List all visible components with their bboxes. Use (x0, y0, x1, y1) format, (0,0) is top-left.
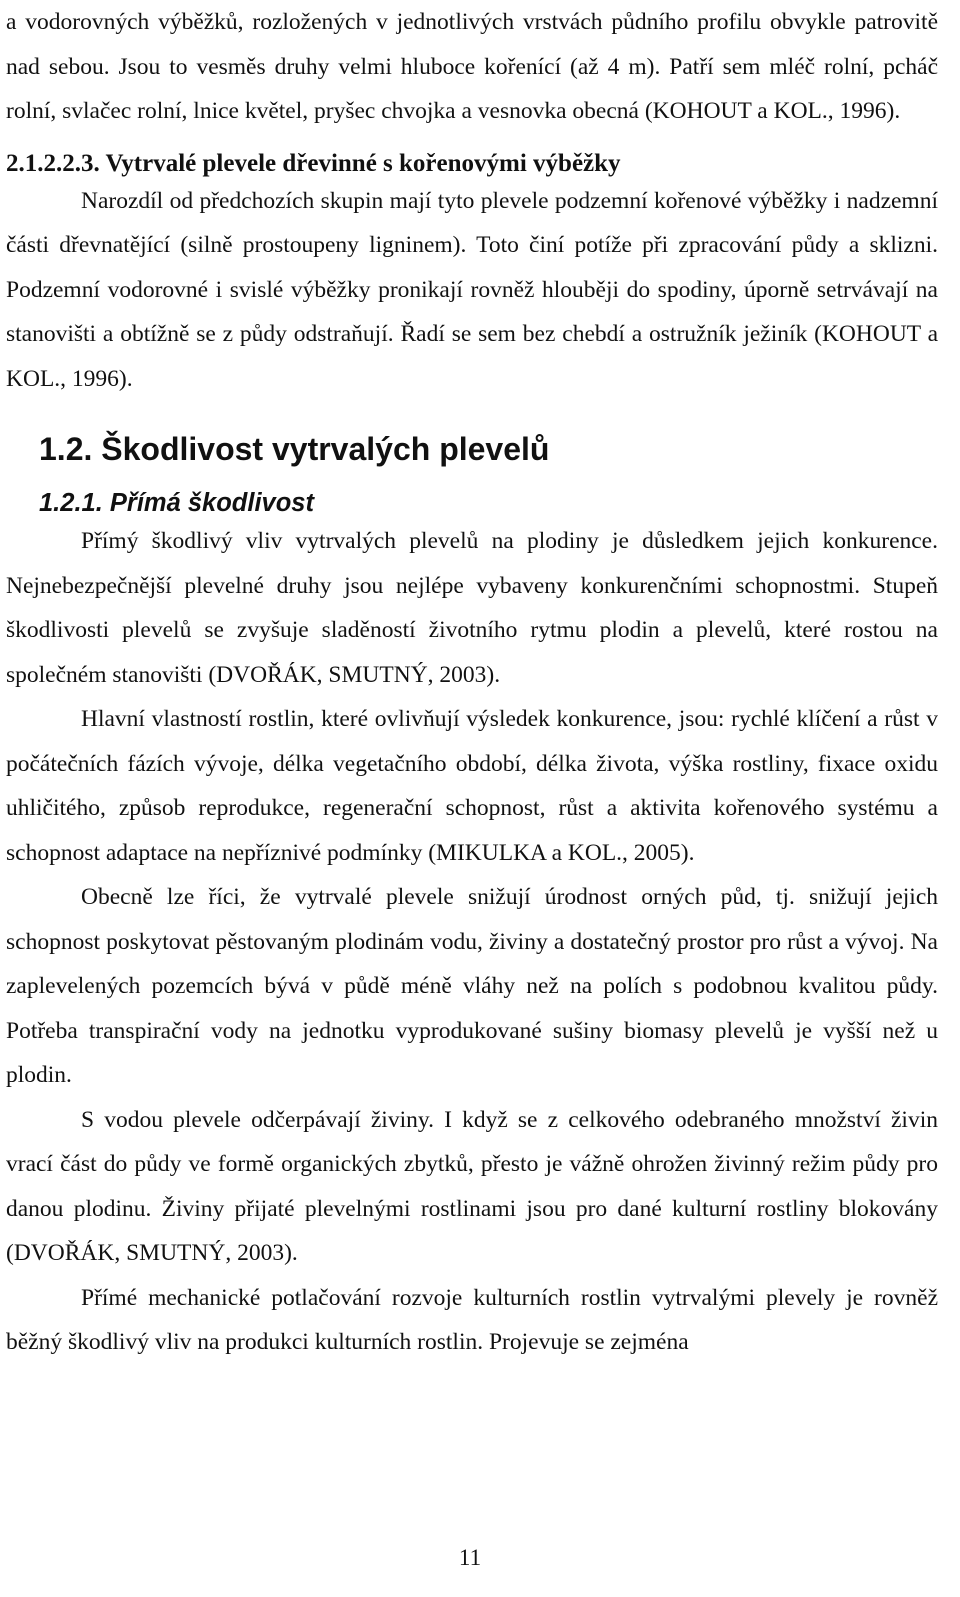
body-paragraph-5: Přímé mechanické potlačování rozvoje kulturních rostlin vytrvalými plevely je rovněž běžný škodlivý vliv na produkci kulturních rostlin. Projevuje se zejména (6, 1284, 938, 1355)
body-paragraph-3: Obecně lze říci, že vytrvalé plevele snižují úrodnost orných půd, tj. snižují jejich schopnost poskytovat pěstovaným plodinám vodu, živiny a dostatečný prostor pro růst a vývoj. Na zaplevelených pozemcích bývá v půdě méně vláhy než na polích s podobnou kvalitou půdy. Potřeba transpirační vody na jednotku vyprodukované sušiny biomasy plevelů je vyšší než u plodin. (6, 884, 938, 1088)
body-paragraph-1: Přímý škodlivý vliv vytrvalých plevelů na plodiny je důsledkem jejich konkurence. Nejnebezpečnější plevelné druhy jsou nejlépe vybaveny konkurenčními schopnostmi. Stupeň škodlivosti plevelů se zvyšuje sladěností životního rytmu plodin a plevelů, které rostou na společném stanovišti (DVOŘÁK, SMUTNÝ, 2003). (6, 528, 938, 688)
continuation-paragraph: a vodorovných výběžků, rozložených v jednotlivých vrstvách půdního profilu obvykle patrovitě nad sebou. Jsou to vesměs druhy velmi hluboce kořenící (až 4 m). Patří sem mléč rolní, pcháč rolní, svlačec rolní, lnice květel, pryšec chvojka a vesnovka obecná (KOHOUT a KOL., 1996). (6, 9, 938, 124)
section-heading-1-2-1: 1.2.1. Přímá škodlivost (39, 489, 314, 517)
body-paragraph-4: S vodou plevele odčerpávají živiny. I když se z celkového odebraného množství živin vrací část do půdy ve formě organických zbytků, přesto je vážně ohrožen živinný režim půdy pro danou plodinu. Živiny přijaté plevelnými rostlinami jsou pro dané kulturní rostliny blokovány (DVOŘÁK, SMUTNÝ, 2003). (6, 1106, 938, 1266)
section-heading-2-1-2-2-3: 2.1.2.2.3. Vytrvalé plevele dřevinné s kořenovými výběžky (6, 149, 621, 177)
chapter-heading-1-2: 1.2. Škodlivost vytrvalých plevelů (39, 431, 550, 467)
section-2-1-2-2-3-paragraph: Narozdíl od předchozích skupin mají tyto plevele podzemní kořenové výběžky i nadzemní části dřevnatějící (silně prostoupeny ligninem). Toto činí potíže při zpracování půdy a sklizni. Podzemní vodorovné i svislé výběžky pronikají rovněž hlouběji do spodiny, úporně setrvávají na stanovišti a obtížně se z půdy odstraňují. Řadí se sem bez chebdí a ostružník ježiník (KOHOUT a KOL., 1996). (6, 187, 938, 392)
page-number: 11 (458, 1545, 482, 1570)
body-paragraph-2: Hlavní vlastností rostlin, které ovlivňují výsledek konkurence, jsou: rychlé klíčení a růst v počátečních fázích vývoje, délka vegetačního období, délka života, výška rostliny, fixace oxidu uhličitého, způsob reprodukce, regenerační schopnost, růst a aktivita kořenového systému a schopnost adaptace na nepříznivé podmínky (MIKULKA a KOL., 2005). (6, 706, 938, 866)
document-page (6, 0, 938, 1365)
